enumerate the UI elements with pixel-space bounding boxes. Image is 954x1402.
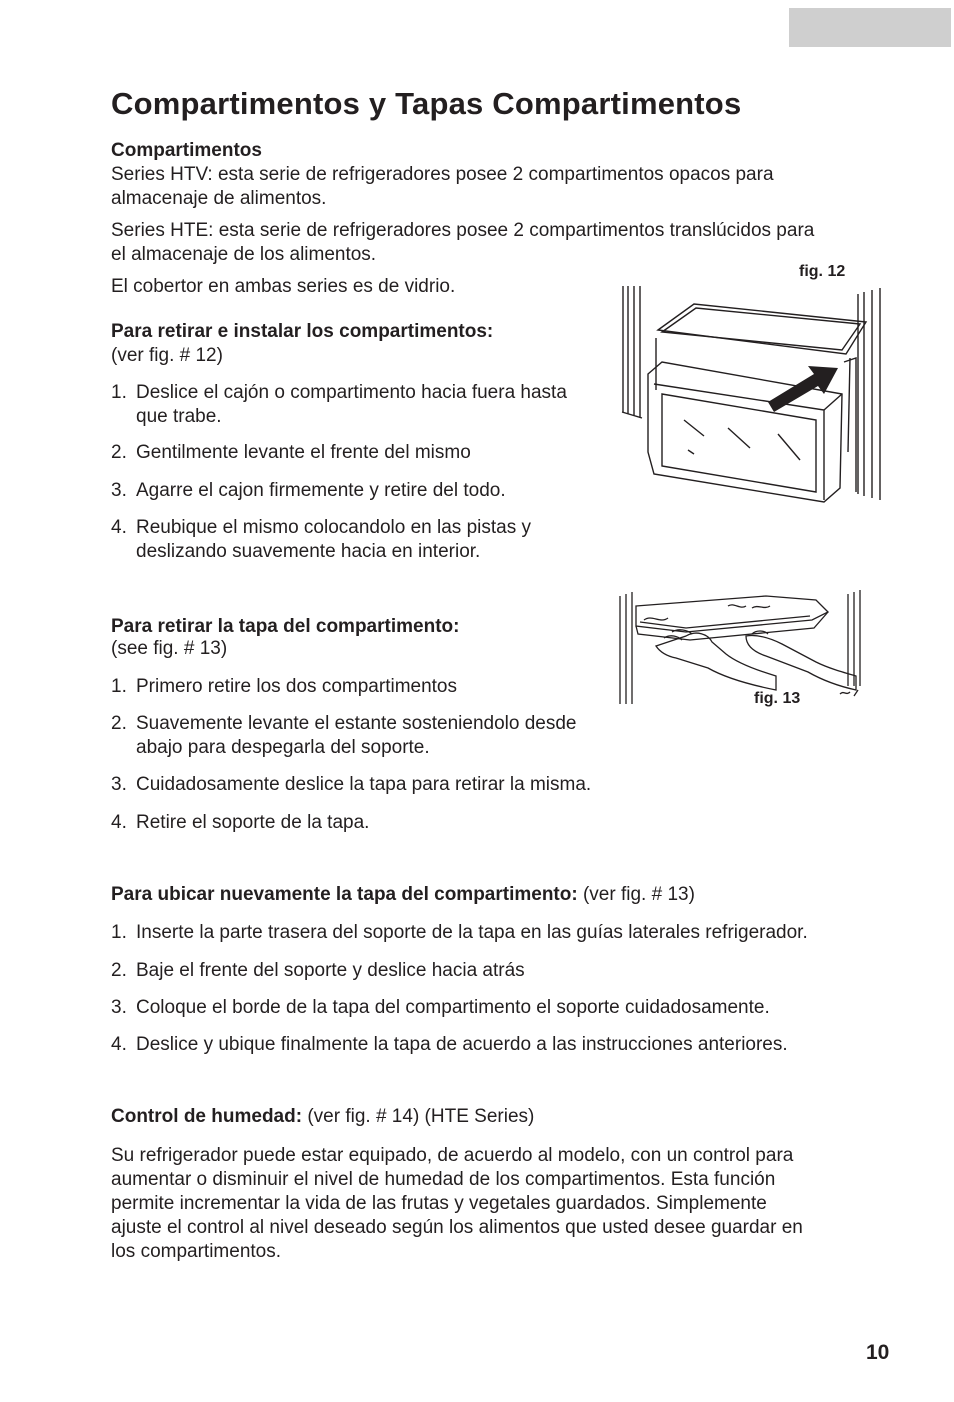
section-heading-humidity: Control de humedad: [111,1106,303,1127]
list-item [111,441,471,465]
list-item [111,996,770,1020]
humidity-line-4: ajuste el control al nivel deseado según los alimentos que usted desee guardar en [111,1217,803,1238]
replace-cover-ref: (ver fig. # 13) [577,884,695,905]
remove-cover-ref: (see fig. # 13) [111,638,228,659]
list-item [111,921,808,945]
page-title: Compartimentos y Tapas Compartimentos [111,86,742,121]
list-item [111,479,506,503]
list-item [111,675,457,699]
list-item-number: 4. [111,812,127,833]
remove-install-ref: (ver fig. # 12) [111,345,223,366]
list-item-text: Retire el soporte de la tapa. [136,812,370,833]
humidity-heading-line [111,1105,534,1129]
para-glass: El cobertor en ambas series es de vidrio. [111,276,456,297]
fig12-drawer-illustration [618,282,890,510]
list-item-text: Deslice el cajón o compartimento hacia fuera hasta [136,382,567,403]
list-item-number: 1. [111,676,127,697]
list-item-number: 4. [111,517,127,538]
list-item [111,959,525,983]
list-item-text: Deslice y ubique finalmente la tapa de acuerdo a las instrucciones anteriores. [136,1034,788,1055]
list-item [111,773,591,797]
section-heading-compartimentos: Compartimentos [111,140,262,161]
list-item [111,712,576,760]
section-heading-remove-cover: Para retirar la tapa del compartimento: [111,616,460,637]
section-heading-replace-cover: Para ubicar nuevamente la tapa del compartimento: [111,884,578,905]
list-item [111,516,531,564]
list-item-number: 3. [111,997,127,1018]
list-item-number: 1. [111,382,127,403]
list-item-text: Cuidadosamente deslice la tapa para retirar la misma. [136,774,592,795]
list-item-number: 2. [111,713,127,734]
list-item-number: 4. [111,1034,127,1055]
list-item-text-cont: que trabe. [136,406,222,427]
page-number: 10 [866,1341,890,1364]
fig12-caption: fig. 12 [799,263,846,280]
list-item-number: 2. [111,960,127,981]
para-hte-line2: el almacenaje de los alimentos. [111,244,377,265]
humidity-line-1: Su refrigerador puede estar equipado, de acuerdo al modelo, con un control para [111,1145,794,1166]
list-item-number: 1. [111,922,127,943]
list-item-text: Primero retire los dos compartimentos [136,676,457,697]
fig13-shelf-illustration [616,586,866,706]
list-item-number: 2. [111,442,127,463]
humidity-ref: (ver fig. # 14) (HTE Series) [302,1106,535,1127]
list-item-text: Reubique el mismo colocandolo en las pistas y [136,517,531,538]
list-item-text: Agarre el cajon firmemente y retire del todo. [136,480,506,501]
list-item-text: Baje el frente del soporte y deslice hacia atrás [136,960,525,981]
list-item-text: Gentilmente levante el frente del mismo [136,442,471,463]
section-tab [789,8,951,47]
para-hte-line1: Series HTE: esta serie de refrigeradores posee 2 compartimentos translúcidos para [111,220,815,241]
para-htv-line2: almacenaje de alimentos. [111,188,327,209]
list-item-text: Inserte la parte trasera del soporte de la tapa en las guías laterales refrigerador. [136,922,808,943]
para-htv-line1: Series HTV: esta serie de refrigeradores posee 2 compartimentos opacos para [111,164,774,185]
humidity-line-5: los compartimentos. [111,1241,282,1262]
list-item [111,1033,788,1057]
list-item [111,811,369,835]
humidity-line-3: permite incrementar la vida de las frutas y vegetales guardados. Simplemente [111,1193,767,1214]
replace-cover-heading-line [111,883,695,907]
list-item-text: Suavemente levante el estante sosteniendolo desde [136,713,577,734]
list-item-text-cont: abajo para despegarla del soporte. [136,737,430,758]
list-item-number: 3. [111,774,127,795]
list-item-text: Coloque el borde de la tapa del compartimento el soporte cuidadosamente. [136,997,770,1018]
list-item-text-cont: deslizando suavemente hacia en interior. [136,541,481,562]
humidity-line-2: aumentar o disminuir el nivel de humedad de los compartimentos. Esta función [111,1169,776,1190]
fig13-caption: fig. 13 [754,690,801,707]
list-item [111,381,567,429]
section-heading-remove-install: Para retirar e instalar los compartimentos: [111,321,494,342]
list-item-number: 3. [111,480,127,501]
